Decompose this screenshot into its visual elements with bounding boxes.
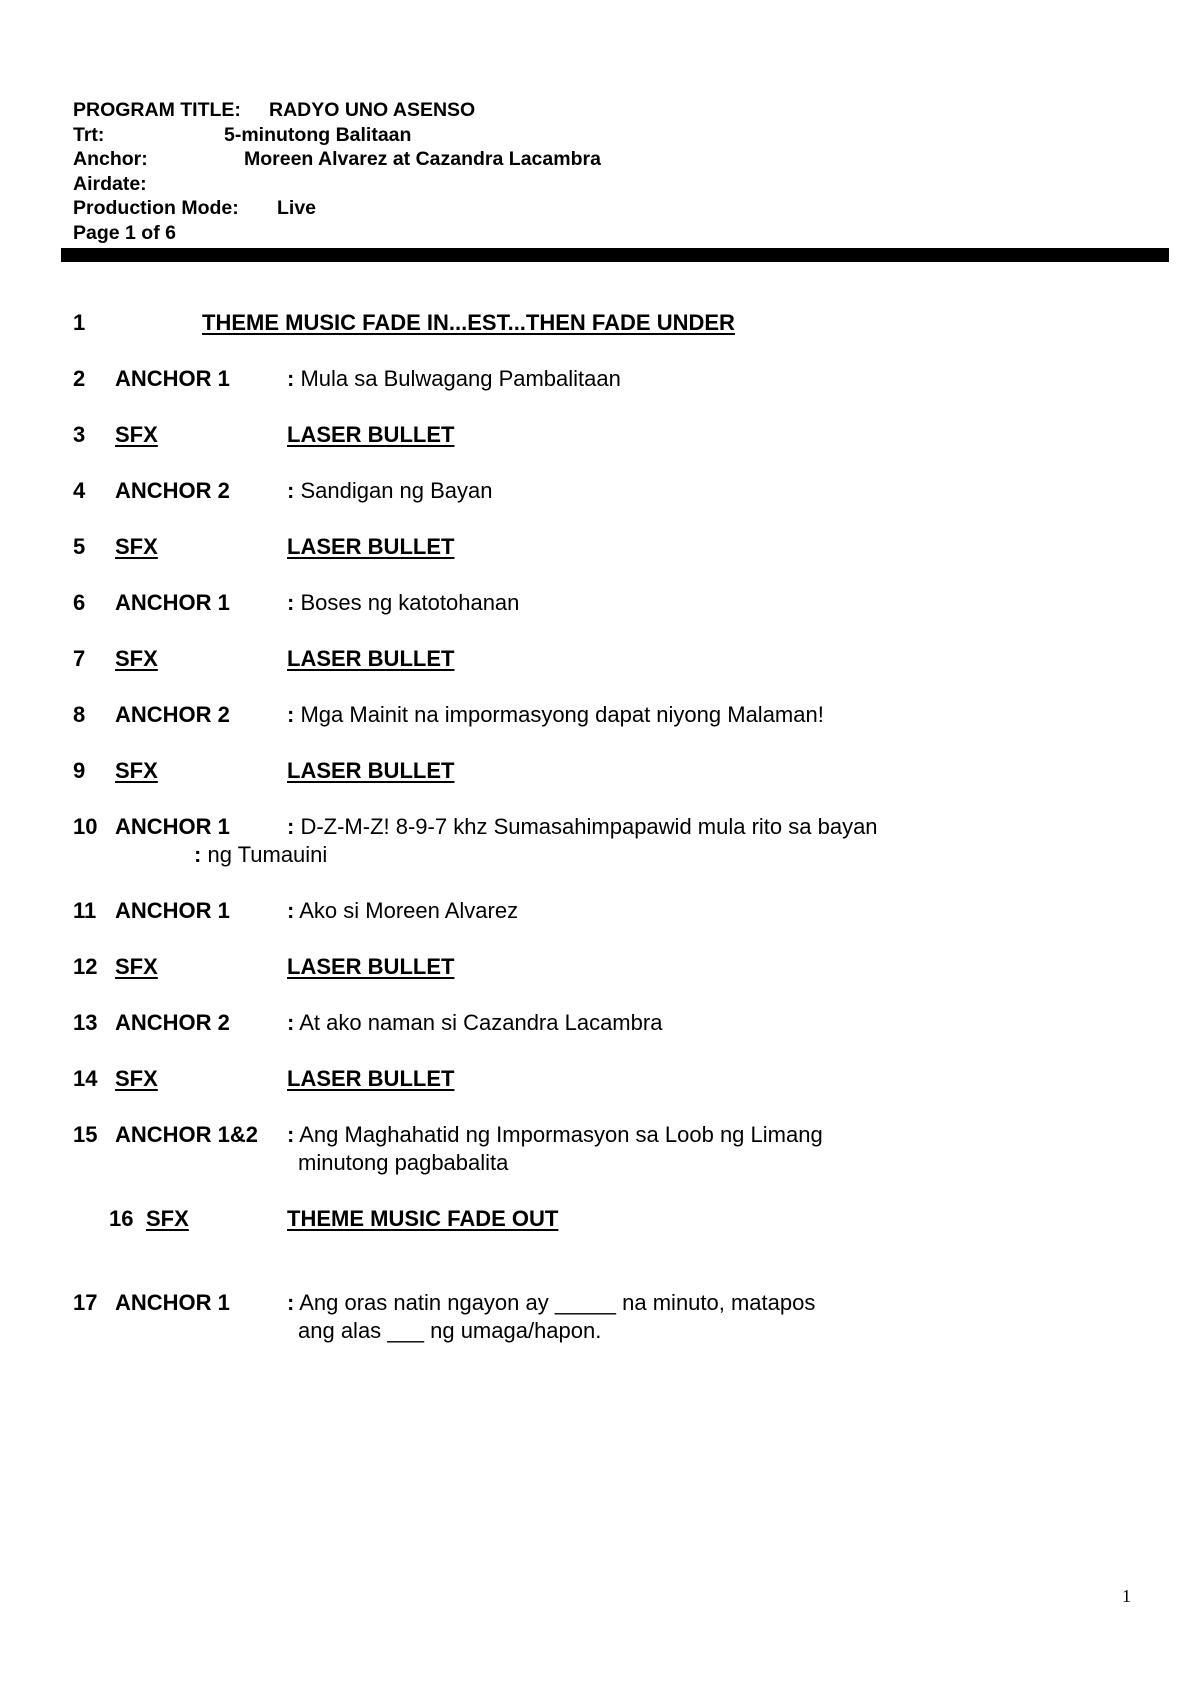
dialogue-text: minutong pagbabalita	[298, 1150, 509, 1175]
colon-marker: :	[287, 1010, 295, 1035]
sfx-cue: LASER BULLET	[287, 758, 455, 783]
anchor-label: Anchor:	[73, 148, 148, 170]
sfx-label: SFX	[115, 758, 158, 783]
line-number: 16	[109, 1206, 134, 1231]
sfx-cue: LASER BULLET	[287, 422, 455, 447]
script-line-17-continuation	[298, 1318, 601, 1344]
sfx-cue: LASER BULLET	[287, 646, 455, 671]
speaker-label: ANCHOR 2	[115, 702, 230, 727]
sfx-cue: LASER BULLET	[287, 1066, 455, 1091]
music-cue: THEME MUSIC FADE IN...EST...THEN FADE UNDER	[202, 310, 735, 335]
dialogue-text: Ang Maghahatid ng Impormasyon sa Loob ng Limang	[299, 1122, 823, 1147]
colon-marker: :	[287, 1290, 295, 1315]
colon-marker: :	[287, 898, 295, 923]
line-number: 9	[73, 758, 86, 783]
line-number: 2	[73, 366, 86, 391]
speaker-label: ANCHOR 1&2	[115, 1122, 259, 1147]
page-label: Page 1 of 6	[73, 221, 176, 244]
sfx-cue: LASER BULLET	[287, 954, 455, 979]
sfx-label: SFX	[115, 646, 158, 671]
line-number: 15	[73, 1122, 98, 1147]
speaker-label: ANCHOR 1	[115, 814, 230, 839]
trt-label: Trt:	[73, 123, 105, 146]
colon-marker: :	[287, 1122, 295, 1147]
line-number: 3	[73, 422, 86, 447]
speaker-label: ANCHOR 1	[115, 366, 230, 391]
production-mode-label: Production Mode:	[73, 197, 239, 219]
production-mode-value: Live	[277, 197, 317, 219]
line-number: 10	[73, 814, 98, 839]
line-number: 8	[73, 702, 86, 727]
dialogue-text: ng Tumauini	[207, 842, 328, 867]
dialogue-text: At ako naman si Cazandra Lacambra	[299, 1010, 663, 1035]
colon-marker: :	[287, 702, 295, 727]
colon-marker: :	[194, 842, 202, 867]
sfx-label: SFX	[115, 1066, 158, 1091]
speaker-label: ANCHOR 2	[115, 1010, 230, 1035]
line-number: 4	[73, 478, 86, 503]
colon-marker: :	[287, 366, 295, 391]
line-number: 1	[73, 310, 86, 335]
dialogue-text: D-Z-M-Z! 8-9-7 khz Sumasahimpapawid mula rito sa bayan	[300, 814, 878, 839]
speaker-label: ANCHOR 1	[115, 898, 230, 923]
line-number: 11	[73, 898, 97, 923]
dialogue-text: Ako si Moreen Alvarez	[299, 898, 519, 923]
line-number: 12	[73, 954, 98, 979]
program-title-label: PROGRAM TITLE:	[73, 99, 241, 121]
trt-value: 5-minutong Balitaan	[224, 123, 412, 146]
dialogue-text: Mula sa Bulwagang Pambalitaan	[300, 366, 621, 391]
speaker-label: ANCHOR 2	[115, 478, 230, 503]
dialogue-text: Mga Mainit na impormasyong dapat niyong Malaman!	[300, 702, 824, 727]
dialogue-text: Sandigan ng Bayan	[300, 478, 493, 503]
dialogue-text: ang alas ___ ng umaga/hapon.	[298, 1318, 602, 1343]
sfx-label: SFX	[146, 1206, 189, 1231]
line-number: 5	[73, 534, 86, 559]
line-number: 17	[73, 1290, 98, 1315]
sfx-cue: THEME MUSIC FADE OUT	[287, 1206, 559, 1231]
speaker-label: ANCHOR 1	[115, 1290, 230, 1315]
airdate-label: Airdate:	[73, 172, 147, 195]
sfx-label: SFX	[115, 534, 158, 559]
sfx-label: SFX	[115, 422, 158, 447]
colon-marker: :	[287, 590, 295, 615]
script-line-10-continuation	[194, 842, 327, 868]
anchor-value: Moreen Alvarez at Cazandra Lacambra	[244, 148, 601, 170]
colon-marker: :	[287, 478, 295, 503]
dialogue-text: Boses ng katotohanan	[300, 590, 520, 615]
script-line-15-continuation	[298, 1150, 508, 1176]
header-divider	[61, 248, 1169, 262]
program-title-value: RADYO UNO ASENSO	[269, 99, 476, 121]
line-number: 14	[73, 1066, 98, 1091]
page-number: 1	[1122, 1586, 1131, 1606]
dialogue-text: Ang oras natin ngayon ay _____ na minuto, matapos	[299, 1290, 816, 1315]
line-number: 13	[73, 1010, 98, 1035]
sfx-cue: LASER BULLET	[287, 534, 455, 559]
line-number: 6	[73, 590, 86, 615]
colon-marker: :	[287, 814, 295, 839]
sfx-label: SFX	[115, 954, 158, 979]
speaker-label: ANCHOR 1	[115, 590, 230, 615]
line-number: 7	[73, 646, 86, 671]
